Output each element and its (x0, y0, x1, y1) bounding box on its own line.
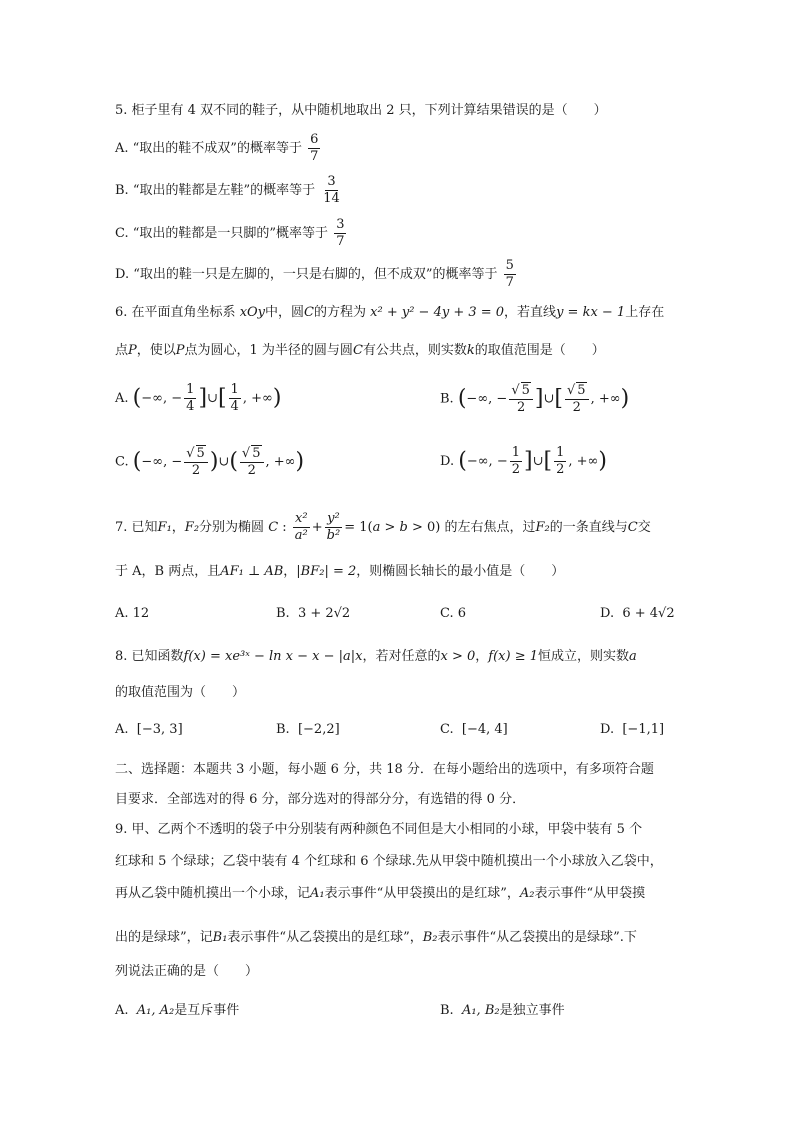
q8-option-c: C. [−4, 4] (440, 722, 508, 737)
fraction: $\frac{3}{7}$ (336, 217, 345, 249)
q5-option-d: D. “取出的鞋一只是左脚的，一只是右脚的，但不成双”的概率等于 $\frac{5}{7}$ (115, 258, 514, 290)
q9-line2: 红球和 5 个绿球；乙袋中装有 4 个红球和 6 个绿球.先从甲袋中随机摸出一个小球放入乙袋中， (115, 854, 663, 869)
section2-line2: 目要求．全部选对的得 6 分，部分选对的得部分分，有选错的得 0 分． (115, 792, 526, 807)
fraction: $\frac{6}{7}$ (310, 132, 319, 164)
fraction: $\frac{5}{7}$ (505, 258, 514, 290)
q7-option-a: A. 12 (115, 606, 150, 621)
q7-option-d: D. 6 + 4√2 (600, 606, 675, 621)
q9-option-a: A. A₁, A₂是互斥事件 (115, 1003, 240, 1018)
q5-option-b: B. “取出的鞋都是左鞋”的概率等于 $\frac{3}{14}$ (115, 174, 340, 206)
fraction: $\frac{3}{14}$ (323, 174, 340, 206)
q6-option-b: B. (−∞, − $\frac{√ 5}{2}$ ]∪[ $\frac{√ 5}{2}$ , +∞) (440, 383, 630, 415)
q6-stem-line1: 6. 在平面直角坐标系 xOy中，圆C的方程为 x² + y² − 4y + 3 = 0，若直线y = kx − 1上存在 (115, 305, 665, 320)
section2-line1: 二、选择题：本题共 3 小题，每小题 6 分，共 18 分．在每小题给出的选项中，有多项符合题 (115, 762, 654, 777)
q5-stem: 5. 柜子里有 4 双不同的鞋子，从中随机地取出 2 只，下列计算结果错误的是（ ） (115, 103, 607, 118)
q9-line1: 9. 甲、乙两个不透明的袋子中分别装有两种颜色不同但是大小相同的小球，甲袋中装有 5 个 (115, 822, 643, 837)
q8-stem-line2: 的取值范围为（ ） (115, 685, 246, 700)
q8-option-b: B. [−2,2] (276, 722, 340, 737)
q8-option-d: D. [−1,1] (600, 722, 665, 737)
q5-option-a: A. “取出的鞋不成双”的概率等于 $\frac{6}{7}$ (115, 132, 319, 164)
q7-option-c: C. 6 (440, 606, 467, 621)
q7-stem-line1: 7. 已知F₁，F₂分别为椭圆 C : $\frac{\text{x²}}{\text{a²}}$ + $\frac{\text{y²}}{\text{b²}}$ = 1(a > b > 0) 的左右焦点，过F₂的一条直线与C交 (115, 511, 651, 543)
q7-stem-line2: 于 A，B 两点，且AF₁ ⊥ AB，|BF₂| = 2，则椭圆长轴长的最小值是（ ） (115, 564, 565, 579)
q6-stem-line2: 点P，使以P点为圆心，1 为半径的圆与圆C有公共点，则实数k的取值范围是（ ） (115, 343, 605, 358)
q9-line4: 出的是绿球”，记B₁表示事件“从乙袋摸出的是红球”，B₂表示事件“从乙袋摸出的是绿球”.下 (115, 930, 637, 945)
q9-option-b: B. A₁, B₂是独立事件 (440, 1003, 565, 1018)
q7-option-b: B. 3 + 2√2 (276, 606, 351, 621)
q6-option-c: C. (−∞, − $\frac{√ 5}{2}$ )∪( $\frac{√ 5}{2}$ , +∞) (115, 446, 305, 478)
q8-option-a: A. [−3, 3] (115, 722, 183, 737)
q8-stem-line1: 8. 已知函数f(x) = xe³ˣ − ln x − x − |a|x，若对任意的x > 0，f(x) ≥ 1恒成立，则实数a (115, 649, 637, 664)
q5-option-c: C. “取出的鞋都是一只脚的”概率等于 $\frac{3}{7}$ (115, 217, 345, 249)
q9-line5: 列说法正确的是（ ） (115, 964, 259, 979)
q9-line3: 再从乙袋中随机摸出一个小球，记A₁表示事件“从甲袋摸出的是红球”，A₂表示事件“从甲袋摸 (115, 886, 646, 901)
q6-option-a: A. (−∞, − $\frac{1}{4}$ ]∪[ $\frac{1}{4}$ , +∞) (115, 382, 282, 414)
q6-option-d: D. (−∞, − $\frac{1}{2}$ ]∪[ $\frac{1}{2}$ , +∞) (440, 445, 607, 477)
